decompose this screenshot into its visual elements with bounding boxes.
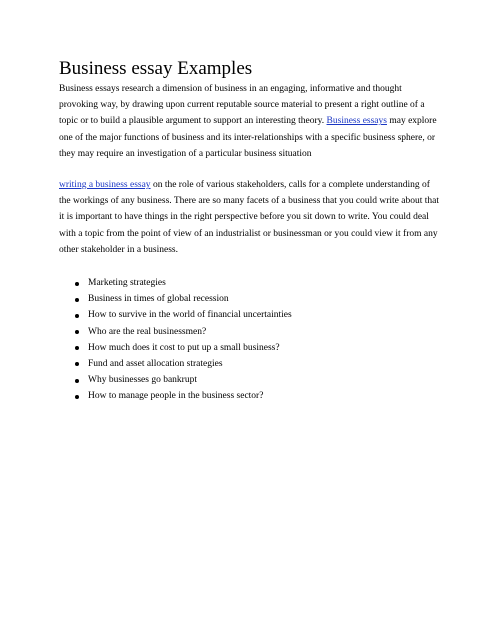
list-item bbox=[59, 340, 441, 356]
list-item-text: Fund and asset allocation strategies bbox=[88, 358, 223, 369]
bullet-icon bbox=[75, 298, 79, 302]
intro-text-after: may explore one of the major functions of business and its inter-relationships with a specific business sphere, or they may require an investigation of a particular business situation bbox=[59, 116, 437, 159]
bullet-icon bbox=[75, 330, 79, 334]
intro-text-before: Business essays research a dimension of business in an engaging, informative and thought provoking way, by drawing upon current reputable source material to present a right outline of a topic or to build a plausible argument to support an interesting theory. bbox=[59, 84, 425, 127]
writing-business-essay-link[interactable]: writing a business essay bbox=[59, 180, 151, 191]
list-item-text: How to manage people in the business sector? bbox=[88, 391, 264, 402]
bullet-icon bbox=[75, 346, 79, 350]
list-item bbox=[59, 356, 441, 372]
list-item bbox=[59, 324, 441, 340]
bullet-icon bbox=[75, 379, 79, 383]
list-item bbox=[59, 388, 441, 404]
list-item bbox=[59, 307, 441, 323]
business-essays-link[interactable]: Business essays bbox=[326, 116, 387, 127]
document-page bbox=[59, 58, 441, 405]
list-item-text: Who are the real businessmen? bbox=[88, 326, 207, 337]
second-text-after: on the role of various stakeholders, calls for a complete understanding of the workings of any business. There are so many facets of a business that you could write about that it is important to have things in the right perspective before you sit down to write. You could deal with a topic from the point of view of an industrialist or businessman or you could view it from any other stakeholder in a business. bbox=[59, 180, 439, 255]
list-item-text: How much does it cost to put up a small business? bbox=[88, 342, 280, 353]
list-item-text: Marketing strategies bbox=[88, 278, 166, 289]
list-item-text: Business in times of global recession bbox=[88, 294, 229, 305]
document-title: Business essay Examples bbox=[59, 58, 253, 79]
list-item bbox=[59, 372, 441, 388]
second-paragraph bbox=[59, 177, 441, 258]
bullet-icon bbox=[75, 282, 79, 286]
bullet-icon bbox=[75, 314, 79, 318]
topic-list bbox=[59, 275, 441, 405]
list-item bbox=[59, 275, 441, 291]
list-item-text: How to survive in the world of financial uncertainties bbox=[88, 310, 292, 321]
bullet-icon bbox=[75, 362, 79, 366]
list-item-text: Why businesses go bankrupt bbox=[88, 375, 197, 386]
list-item bbox=[59, 291, 441, 307]
bullet-icon bbox=[75, 395, 79, 399]
intro-paragraph bbox=[59, 81, 441, 162]
